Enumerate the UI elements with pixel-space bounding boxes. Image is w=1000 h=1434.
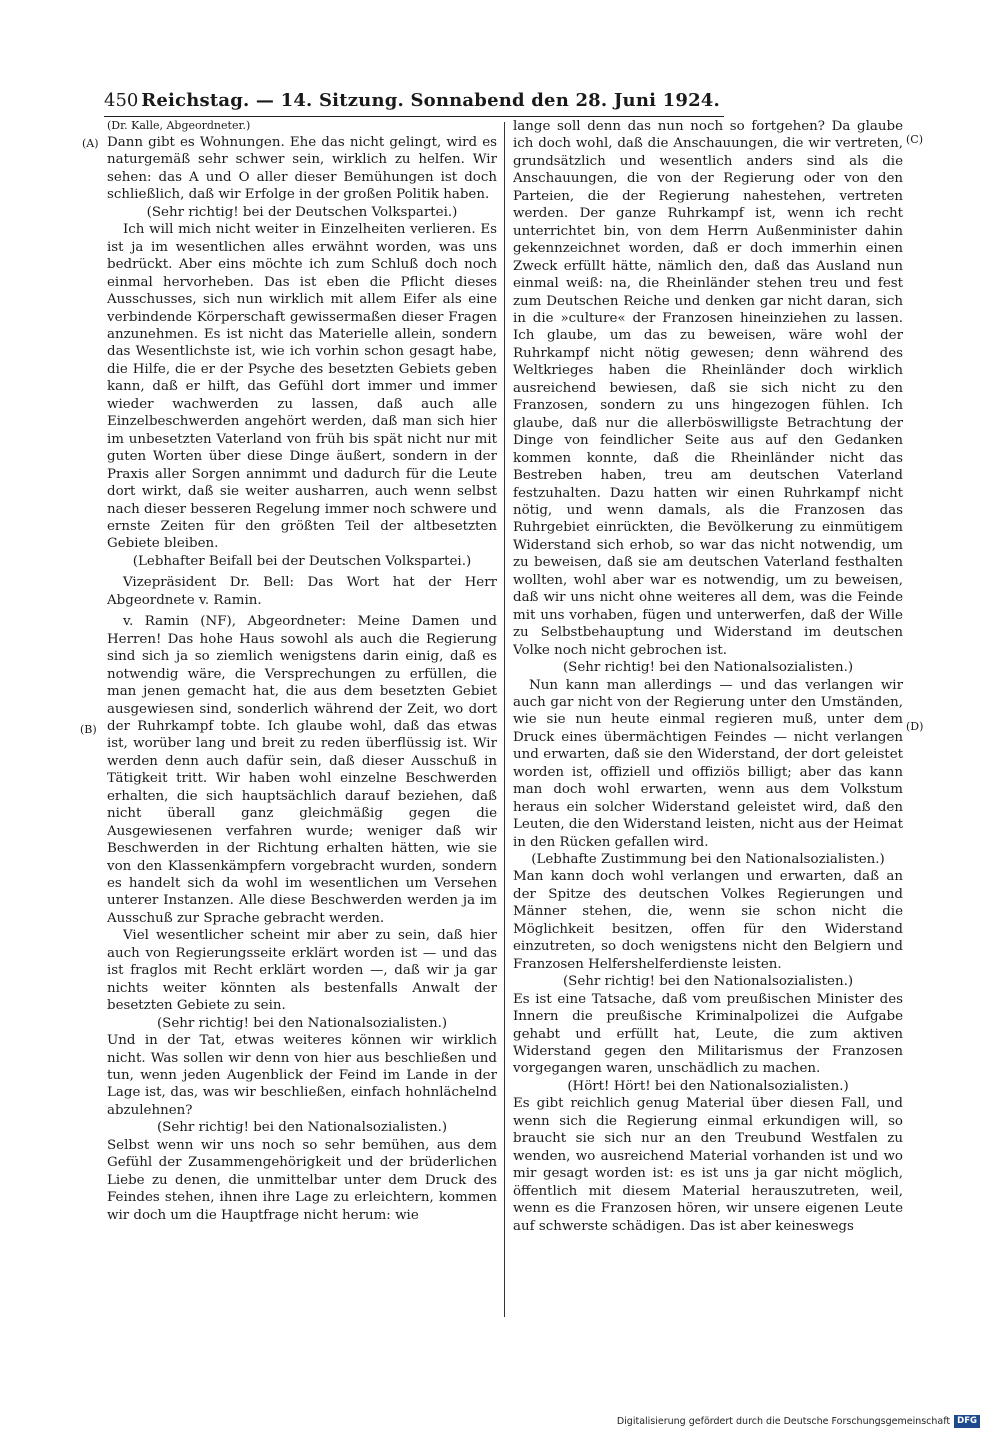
paragraph: Dann gibt es Wohnungen. Ehe das nicht gelingt, wird es naturgemäß sehr schwer sein, wirklich zu helfen. Wir sehen: das A und O aller dieser Bemühungen ist doch schließlich, daß wir Erfolge in der großen Politik haben. (107, 135, 497, 203)
margin-marker-b: (B) (80, 723, 97, 736)
paragraph: Es ist eine Tatsache, daß vom preußischen Minister des Innern die preußische Kriminalpolizei die Aufgabe gehabt und erfüllt hat, Leute, die zum aktiven Widerstand gegen den Militarismus der Franzosen vorgegangen waren, unschädlich zu machen. (513, 991, 903, 1077)
speaker-continuation: (Dr. Kalle, Abgeordneter.) (107, 119, 251, 132)
paragraph: Nun kann man allerdings — und das verlangen wir auch gar nicht von der Regierung unter den Umständen, wie sie nun heute einmal regieren muß, unter dem Druck eines übermächtigen Feindes — nicht verlangen und erwarten, daß sie den Widerstand, der dort geleistet worden ist, offiziell und offiziös billigt; aber das kann man doch wohl erwarten, wenn aus dem Volkstum heraus ein solcher Widerstand geleistet wird, daß den Leuten, die den Widerstand leisten, nicht aus der Heimat in den Rücken gefallen wird. (513, 677, 903, 850)
left-column (107, 118, 497, 1318)
speech-ramin: v. Ramin (NF), Abgeordneter: Meine Damen und Herren! Das hohe Haus sowohl als auch die Regierung sind sich ja so ziemlich wenigstens darin einig, daß es notwendig wäre, die Versprechungen zu erfüllen, die man jenen gemacht hat, die aus dem besetzten Gebiet ausgewiesen sind, sonderlich während der Zeit, wo dort der Ruhrkampf tobte. Ich glaube wohl, daß das etwas ist, worüber lang und breit zu reden überflüssig ist. Wir werden denn auch dafür sein, daß dieser Ausschuß in Tätigkeit tritt. Wir haben wohl einzelne Beschwerden erhalten, die sich hauptsächlich darauf beziehen, daß nicht überall ganz gleichmäßig gegen die Ausgewiesenen verfahren wurde; weniger daß wir Beschwerden in der Richtung erhalten hätten, wie sie von den Klassenkämpfern vorgebracht wurden, sondern es handelt sich da wohl im wesentlichen um Versehen unterer Instanzen. Alle diese Beschwerden werden ja im Ausschuß zur Sprache gebracht werden. (107, 614, 497, 926)
paragraph: Viel wesentlicher scheint mir aber zu sein, daß hier auch von Regierungsseite erklärt worden ist — und das ist fraglos mit Recht erklärt worden —, daß wir ja gar nichts weiter könnten als bestenfalls Anwalt der besetzten Gebiete zu sein. (107, 928, 497, 1014)
interjection: (Sehr richtig! bei der Deutschen Volkspartei.) (146, 204, 458, 220)
running-header (104, 88, 720, 114)
interjection: (Sehr richtig! bei den Nationalsozialisten.) (156, 1015, 448, 1031)
interjection: (Sehr richtig! bei den Nationalsozialisten.) (562, 974, 854, 990)
header-rule (104, 116, 724, 117)
right-column (513, 118, 903, 1318)
digitization-credit (617, 1415, 980, 1428)
paragraph: Es gibt reichlich genug Material über diesen Fall, und wenn sich die Regierung einmal erkundigen will, so braucht sie sich nur an den Treubund Westfalen zu wenden, wo ausreichend Material vorhanden ist und wo mir gesagt worden ist: es ist uns ja gar nicht möglich, öffentlich mit diesem Material herauszutreten, weil, wenn es die Franzosen hören, wir unsere eigenen Leute auf schwerste schädigen. Das ist aber keineswegs (513, 1096, 903, 1234)
margin-marker-c: (C) (906, 133, 923, 146)
paragraph: Selbst wenn wir uns noch so sehr bemühen, aus dem Gefühl der Zusammengehörigkeit und der brüderlichen Liebe zu denen, die unmittelbar unter dem Druck des Feindes stehen, ihnen ihre Lage zu erleichtern, kommen wir doch um die Hauptfrage nicht herum: wie (107, 1137, 497, 1223)
paragraph: Ich will mich nicht weiter in Einzelheiten verlieren. Es ist ja im wesentlichen alles erwähnt worden, was uns bedrückt. Aber eins möchte ich zum Schluß doch noch einmal hervorheben. Das ist eben die Pflicht dieses Ausschusses, sich nun wirklich mit allem Eifer als eine verbindende Körperschaft gewissermaßen dieser Fragen anzunehmen. Es ist nicht das Materielle allein, sondern das Wesentlichste ist, wie ich vorhin schon gesagt habe, die Hilfe, die er der Psyche des besetzten Gebiets geben kann, daß er hilft, das Gefühl dort immer und immer wieder wachwerden zu lassen, daß auch alle Einzelbeschwerden angehört werden, daß man sich hier im unbesetzten Vaterland von früh bis spät nicht nur mit guten Worten über diese Dinge äußert, sondern in der Praxis aller Sorgen annimmt und dadurch für die Leute dort wirkt, daß sie weiter ausharren, auch wenn selbst nach dieser besseren Regelung immer noch schwere und ernste Zeiten für den größten Teil der altbesetzten Gebiete bleiben. (107, 222, 497, 552)
interjection: (Sehr richtig! bei den Nationalsozialisten.) (562, 660, 854, 676)
credit-text: Digitalisierung gefördert durch die Deutsche Forschungsgemeinschaft (616, 1416, 951, 1427)
interjection: (Sehr richtig! bei den Nationalsozialisten.) (156, 1120, 448, 1136)
interjection: (Lebhafter Beifall bei der Deutschen Volkspartei.) (132, 553, 472, 569)
dfg-logo: DFG (954, 1415, 980, 1428)
paragraph: Und in der Tat, etwas weiteres können wir wirklich nicht. Was sollen wir denn von hier aus beschließen und tun, wenn jeden Augenblick der Feind im Lande in der Lage ist, das, was wir beschließen, einfach hohnlächelnd abzulehnen? (107, 1033, 497, 1118)
paragraph: Man kann doch wohl verlangen und erwarten, daß an der Spitze des deutschen Volkes Regierungen und Männer stehen, die, wenn sie schon nicht die Möglichkeit besitzen, offen für den Widerstand einzutreten, so doch wenigstens nicht den Belgiern und Franzosen Helfershelferdienste leisten. (513, 869, 903, 972)
chair-statement: Vizepräsident Dr. Bell: Das Wort hat der Herr Abgeordnete v. Ramin. (107, 575, 497, 608)
page-number: 450 (104, 90, 139, 111)
column-divider (504, 122, 505, 1317)
interjection: (Hört! Hört! bei den Nationalsozialisten.) (567, 1078, 849, 1094)
interjection: (Lebhafte Zustimmung bei den Nationalsozialisten.) (531, 852, 885, 868)
margin-marker-d: (D) (906, 720, 924, 733)
paragraph: lange soll denn das nun noch so fortgehen? Da glaube ich doch wohl, daß die Anschauungen, die wir vertreten, grundsätzlich und wesentlich anders sind als die Anschauungen, die von der Regierung oder von den Parteien, die der Regierung nahestehen, vertreten werden. Der ganze Ruhrkampf ist, wenn ich recht unterrichtet bin, von dem Herrn Außenminister dahin gekennzeichnet worden, daß er doch immerhin einen Zweck erfüllt hätte, nämlich den, daß das Ausland nun einmal weiß: na, die Rheinländer stehen treu und fest zum Deutschen Reiche und denken gar nicht daran, sich in die »culture« der Franzosen hineinziehen zu lassen. Ich glaube, um das zu beweisen, wäre wohl der Ruhrkampf nicht nötig gewesen; denn während des Weltkrieges haben die Rheinländer doch wirklich ausreichend bewiesen, daß sie sich nicht zu den Franzosen, sondern zu uns hingezogen fühlen. Ich glaube, daß nur die allerböswilligste Betrachtung der Dinge von feindlicher Seite aus auf den Gedanken kommen konnte, daß die Rheinländer nicht das Bestreben haben, treu am deutschen Vaterland festzuhalten. Dazu hatten wir einen Ruhrkampf nicht nötig, und wenn damals, als die Franzosen das Ruhrgebiet einrückten, die Bevölkerung zu einmütigem Widerstand sich erhob, so war das nicht notwendig, um zu beweisen, daß sie am deutschen Vaterland festhalten wollten, wohl aber war es notwendig, um zu beweisen, daß wir uns nicht ohne weiteres all dem, was die Feinde mit uns vorhaben, fügen und unterwerfen, daß der Wille zu Selbstbehauptung und Widerstand im deutschen Volke noch nicht gebrochen ist. (513, 119, 903, 658)
margin-marker-a: (A) (82, 137, 99, 150)
session-title: Reichstag. — 14. Sitzung. Sonnabend den 28. Juni 1924. (141, 90, 720, 111)
